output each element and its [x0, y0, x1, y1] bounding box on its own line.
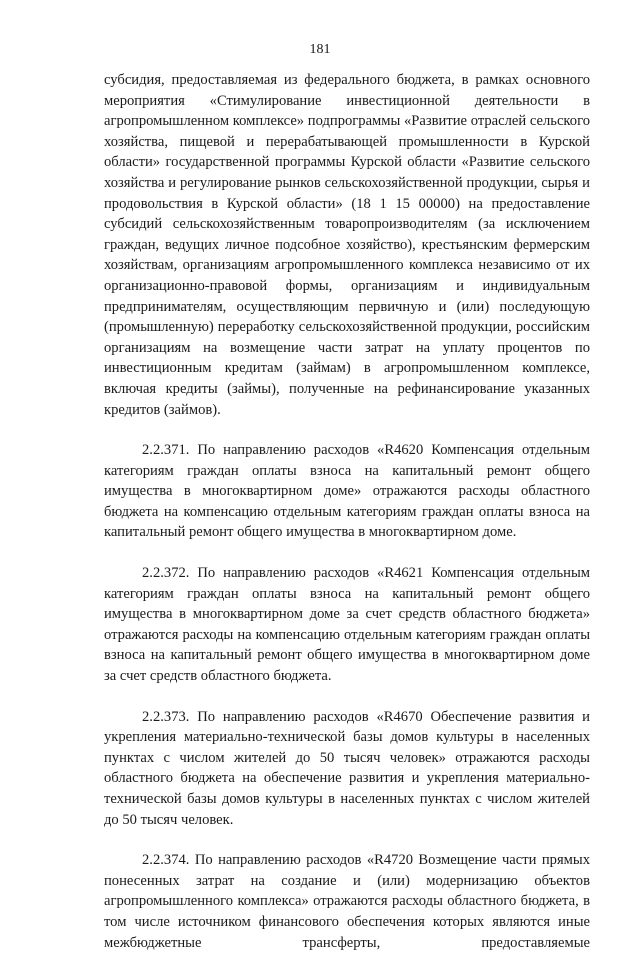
- paragraph-2-2-374: 2.2.374. По направлению расходов «R4720 Возмещение части прямых понесенных затрат на создание и (или) модернизацию объектов агропромышленного комплекса» отражаются расходы областного бюджета, в том числе источником финансового обеспечения которых являются иные межбюджетные трансферты, предоставляемые: [104, 852, 590, 951]
- paragraph-2-2-373: 2.2.373. По направлению расходов «R4670 Обеспечение развития и укрепления материально-технической базы домов культуры в населенных пунктах с числом жителей до 50 тысяч человек» отражаются расходы областного бюджета на обеспечение развития и укрепления материально-технической базы домов культуры в населенных пунктах с числом жителей до 50 тысяч человек.: [104, 708, 590, 828]
- paragraph-2-2-371: 2.2.371. По направлению расходов «R4620 Компенсация отдельным категориям граждан оплаты взноса на капитальный ремонт общего имущества в многоквартирном доме» отражаются расходы областного бюджета на компенсацию отдельным категориям граждан оплаты взноса на капитальный ремонт общего имущества в многоквартирном доме.: [104, 442, 590, 541]
- page-number: 181: [309, 42, 331, 57]
- document-body: [104, 70, 590, 953]
- paragraph-2-2-372: 2.2.372. По направлению расходов «R4621 Компенсация отдельным категориям граждан оплаты взноса на капитальный ремонт общего имущества в многоквартирном доме за счет средств областного бюджета» отражаются расходы на компенсацию отдельным категориям граждан оплаты взноса на капитальный ремонт общего имущества в многоквартирном доме за счет средств областного бюджета.: [104, 565, 590, 685]
- paragraph-subsidy-continuation: субсидия, предоставляемая из федерального бюджета, в рамках основного мероприятия «Стимулирование инвестиционной деятельности в агропромышленном комплексе» подпрограммы «Развитие отраслей сельского хозяйства, пищевой и перерабатывающей промышленности в Курской области» государственной программы Курской области «Развитие сельского хозяйства и регулирование рынков сельскохозяйственной продукции, сырья и продовольствия в Курской области» (18 1 15 00000) на предоставление субсидий сельскохозяйственным товаропроизводителям (за исключением граждан, ведущих личное подсобное хозяйство), крестьянским фермерским хозяйствам, организациям агропромышленного комплекса независимо от их организационно-правовой формы, организациям и индивидуальным предпринимателям, осуществляющим первичную и (или) последующую (промышленную) переработку сельскохозяйственной продукции, российским организациям на возмещение части затрат на уплату процентов по инвестиционным кредитам (займам) в агропромышленном комплексе, включая кредиты (займы), полученные на рефинансирование указанных кредитов (займов).: [104, 72, 590, 418]
